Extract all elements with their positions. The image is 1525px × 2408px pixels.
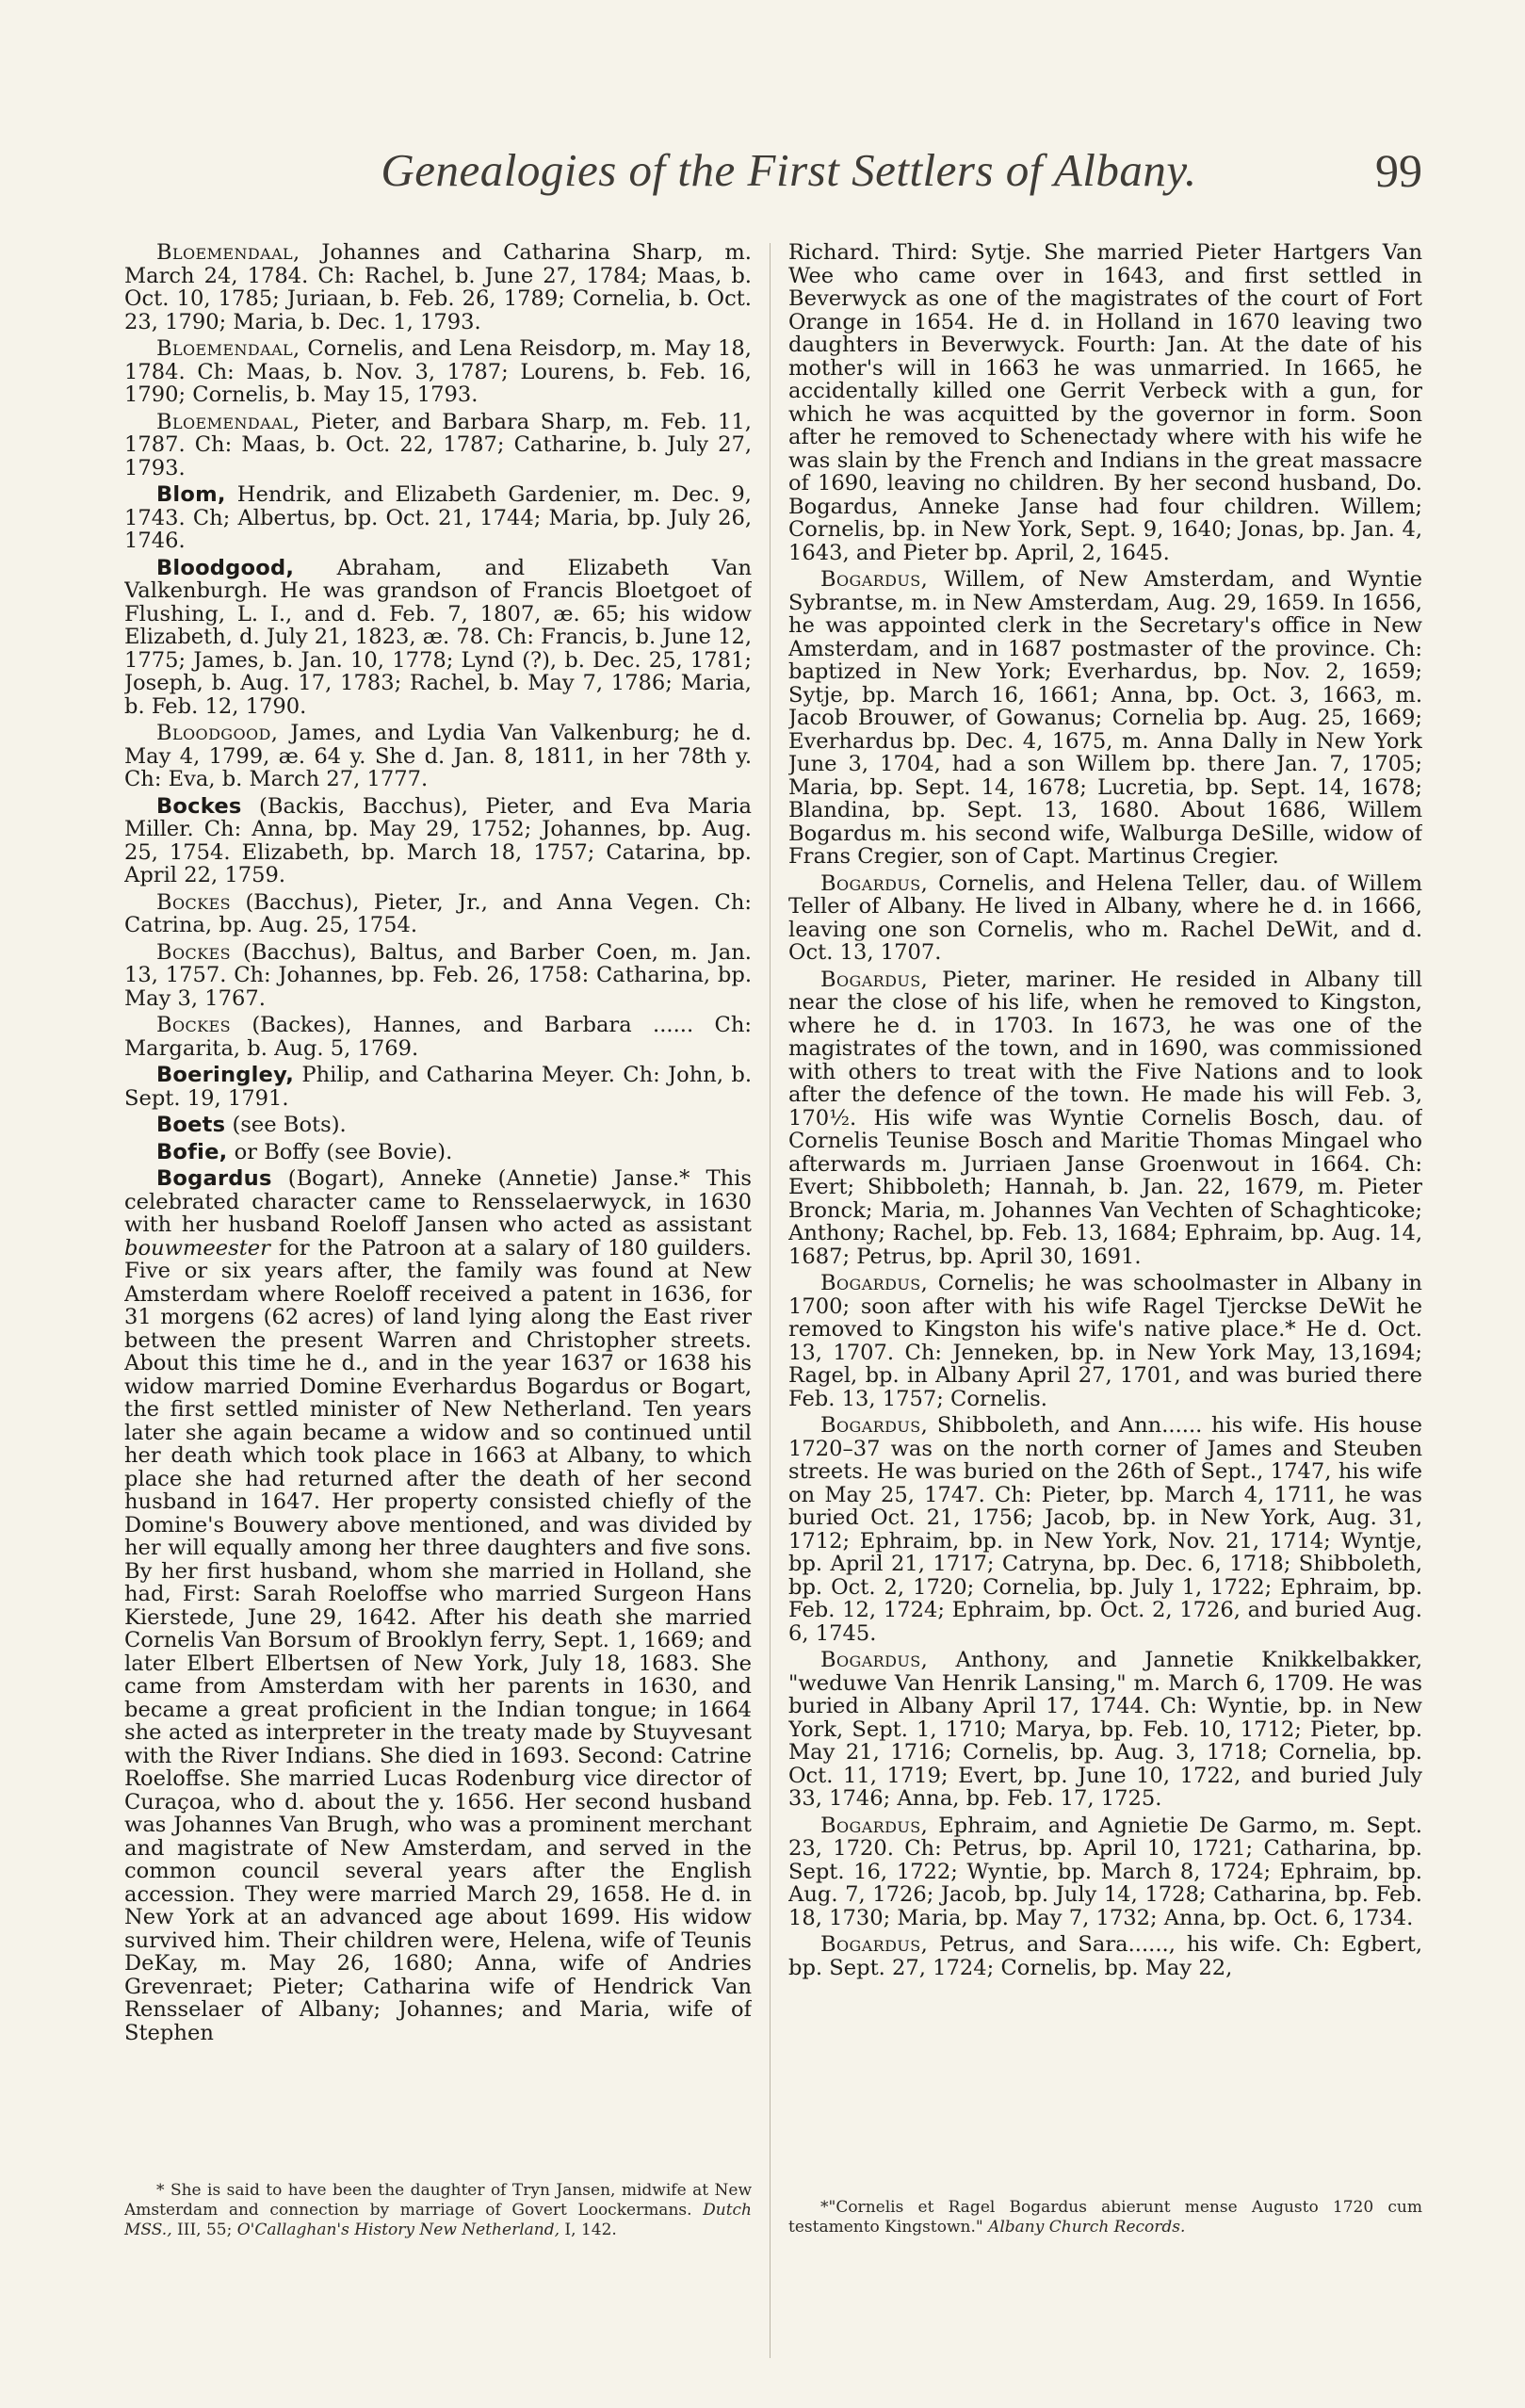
left-footnote xyxy=(124,2181,752,2240)
entry-text: Ephraim, and Agnietie De Garmo, m. Sept. 23, 1720. Ch: Petrus, bp. April 10, 1721; Catharina, bp. Sept. 16, 1722; Wyntie, bp. March 8, 1724; Ephraim, bp. Aug. 7, 1726; Jacob, bp. July 14, 1728; Catharina, bp. Feb. 18, 1730; Maria, bp. May 7, 1732; Anna, bp. Oct. 6, 1734. xyxy=(788,1813,1422,1930)
genealogy-entry xyxy=(788,1414,1422,1645)
entry-surname: Bloodgood, xyxy=(156,555,295,580)
genealogy-entry xyxy=(124,941,752,1011)
genealogy-entry xyxy=(124,795,752,887)
page-header xyxy=(155,141,1422,207)
entry-surname: Bogardus, xyxy=(820,1813,929,1838)
column-divider xyxy=(770,243,771,2358)
entry-text: or Boffy (see Bovie). xyxy=(227,1139,453,1164)
entry-text: Cornelis, and Helena Teller, dau. of Willem Teller of Albany. He lived in Albany, where he d. in 1666, leaving one son Cornelis, who m. Rachel DeWit, and d. Oct. 13, 1707. xyxy=(788,870,1422,965)
entry-surname: Bogardus, xyxy=(820,967,929,992)
entry-surname: Bloemendaal, xyxy=(156,241,300,265)
page-number: 99 xyxy=(1375,144,1422,197)
entry-text: (Bogart), Anneke (Annetie) Janse.* This celebrated character came to Rensselaerwyck, in 1630 with her husband Roeloff Jansen who acted as assistant xyxy=(124,1166,752,1237)
entry-text: Anthony, and Jannetie Knikkelbakker, "weduwe Van Henrik Lansing," m. March 6, 1709. He was buried in Albany April 17, 1744. Ch: Wyntie, bp. in New York, Sept. 1, 1710; Marya, bp. Feb. 10, 1712; Pieter, bp. May 21, 1716; Cornelis, bp. Aug. 3, 1718; Cornelia, bp. Oct. 11, 1719; Evert, bp. June 10, 1722, and buried July 33, 1746; Anna, bp. Feb. 17, 1725. xyxy=(788,1648,1422,1811)
entry-text: Pieter, and Barbara Sharp, m. Feb. 11, 1787. Ch: Maas, b. Oct. 22, 1787; Catharine, b. July 27, 1793. xyxy=(124,409,752,480)
genealogy-entry xyxy=(124,1141,752,1164)
entry-surname: Boeringley, xyxy=(156,1063,295,1087)
entry-surname: Bogardus, xyxy=(820,1413,929,1438)
entry-surname: Bloodgood, xyxy=(156,721,279,745)
entry-text: Hendrik, and Elizabeth Gardenier, m. Dec. 9, 1743. Ch; Albertus, bp. Oct. 21, 1744; Maria, bp. July 26, 1746. xyxy=(124,482,752,553)
entry-text: James, and Lydia Van Valkenburg; he d. May 4, 1799, æ. 64 y. She d. Jan. 8, 1811, in her 78th y. Ch: Eva, b. March 27, 1777. xyxy=(124,721,752,791)
entry-surname: Bogardus, xyxy=(820,1932,929,1957)
entry-text: (see Bots). xyxy=(225,1113,347,1137)
entry-surname: Bockes xyxy=(156,889,231,915)
genealogy-entry xyxy=(124,411,752,480)
entry-surname: Bogardus, xyxy=(820,1648,929,1672)
entry-surname: Bockes xyxy=(156,793,242,819)
genealogy-entry xyxy=(788,1933,1422,1979)
entry-text: (Bacchus), Pieter, Jr., and Anna Vegen. Ch: Catrina, bp. Aug. 25, 1754. xyxy=(124,889,752,937)
genealogy-entry xyxy=(788,241,1422,564)
entry-text: Abraham, and Elizabeth Van Valkenburgh. He was grandson of Francis Bloetgoet of Flushing, L. I., and d. Feb. 7, 1807, æ. 65; his widow Elizabeth, d. July 21, 1823, æ. 78. Ch: Francis, b. June 12, 1775; James, b. Jan. 10, 1778; Lynd (?), b. Dec. 25, 1781; Joseph, b. Aug. 17, 1783; Rachel, b. May 7, 1786; Maria, b. Feb. 12, 1790. xyxy=(124,555,752,719)
entry-text: Cornelis; he was schoolmaster in Albany in 1700; soon after with his wife Ragel Tjerckse DeWit he removed to Kingston his wife's native place.* He d. Oct. 13, 1707. Ch: Jenneken, bp. in New York May, 13,1694; Ragel, bp. in Albany April 27, 1701, and was buried there Feb. 13, 1757; Cornelis. xyxy=(788,1271,1422,1411)
footnote-text: * She is said to have been the daughter of Tryn Jansen, midwife at New Amsterdam and connection by marriage of Govert Loockermans. Dutch MSS., III, 55; O'Callaghan's History New Netherland, I, 142. xyxy=(124,2181,752,2239)
entry-text: Philip, and Catharina Meyer. Ch: John, b. Sept. 19, 1791. xyxy=(124,1063,752,1111)
genealogy-entry xyxy=(124,241,752,334)
entry-surname: Blom, xyxy=(156,482,226,507)
entry-surname: Bockes xyxy=(156,939,231,965)
entry-text: Shibboleth, and Ann...... his wife. His house 1720–37 was on the north corner of James and Steuben streets. He was buried on the 26th of Sept., 1747, his wife on May 25, 1747. Ch: Pieter, bp. March 4, 1711, he was buried Oct. 21, 1756; Jacob, bp. in New York, Aug. 31, 1712; Ephraim, bp. in New York, Nov. 21, 1714; Wyntje, bp. April 21, 1717; Catryna, bp. Dec. 6, 1718; Shibboleth, bp. Oct. 2, 1720; Cornelia, bp. July 1, 1722; Ephraim, bp. Feb. 12, 1724; Ephraim, bp. Oct. 2, 1726, and buried Aug. 6, 1745. xyxy=(788,1413,1422,1646)
entry-text: Willem, of New Amsterdam, and Wyntie Sybrantse, m. in New Amsterdam, Aug. 29, 1659. In 1656, he was appointed clerk in the Secretary's office in New Amsterdam, and in 1687 postmaster of the province. Ch: baptized in New York; Everhardus, bp. Nov. 2, 1659; Sytje, bp. March 16, 1661; Anna, bp. Oct. 3, 1663, m. Jacob Brouwer, of Gowanus; Cornelia bp. Aug. 25, 1669; Everhardus bp. Dec. 4, 1675, m. Anna Dally in New York June 3, 1704, had a son Willem bp. there Jan. 7, 1705; Maria, bp. Sept. 14, 1678; Lucretia, bp. Sept. 14, 1678; Blandina, bp. Sept. 13, 1680. About 1686, Willem Bogardus m. his second wife, Walburga DeSille, widow of Frans Cregier, son of Capt. Martinus Cregier. xyxy=(788,567,1422,869)
entry-surname: Bogardus, xyxy=(820,870,929,896)
right-column xyxy=(788,241,1422,2172)
running-title: Genealogies of the First Settlers of Albany. xyxy=(381,144,1197,196)
genealogy-entry xyxy=(124,891,752,937)
entry-surname: Bogardus, xyxy=(820,567,929,592)
genealogy-entry xyxy=(124,1064,752,1110)
genealogy-entry xyxy=(788,1649,1422,1811)
right-footnote xyxy=(788,2198,1422,2237)
entry-surname: Bofie, xyxy=(156,1139,228,1164)
entry-text: (Bacchus), Baltus, and Barber Coen, m. Jan. 13, 1757. Ch: Johannes, bp. Feb. 26, 1758: Catharina, bp. May 3, 1767. xyxy=(124,939,752,1011)
genealogy-entry xyxy=(788,568,1422,869)
genealogy-entry xyxy=(124,1014,752,1060)
entry-surname: Bloemendaal, xyxy=(156,336,300,361)
entry-surname: Bogardus, xyxy=(820,1271,929,1295)
entry-surname: Bockes xyxy=(156,1013,231,1037)
entry-text: Johannes and Catharina Sharp, m. March 24, 1784. Ch: Rachel, b. June 27, 1784; Maas, b. Oct. 10, 1785; Juriaan, b. Feb. 26, 1789; Cornelia, b. Oct. 23, 1790; Maria, b. Dec. 1, 1793. xyxy=(124,241,752,334)
entry-surname: Bogardus xyxy=(156,1166,272,1191)
entry-text: Richard. Third: Sytje. She married Pieter Hartgers Van Wee who came over in 1643, and first settled in Beverwyck as one of the magistrates of the court of Fort Orange in 1654. He d. in Holland in 1670 leaving two daughters in Beverwyck. Fourth: Jan. At the date of his mother's will in 1663 he was unmarried. In 1665, he accidentally killed one Gerrit Verbeck with a gun, for which he was acquitted by the governor in form. Soon after he removed to Schenectady where with his wife he was slain by the French and Indians in the great massacre of 1690, leaving no children. By her second husband, Do. Bogardus, Anneke Janse had four children. Willem; Cornelis, bp. in New York, Sept. 9, 1640; Jonas, bp. Jan. 4, 1643, and Pieter bp. April, 2, 1645. xyxy=(788,241,1422,565)
genealogy-entry xyxy=(124,337,752,407)
genealogy-entry xyxy=(124,1167,752,2044)
entry-surname: Boets xyxy=(156,1113,226,1137)
entry-text: Cornelis, and Lena Reisdorp, m. May 18, 1784. Ch: Maas, b. Nov. 3, 1787; Lourens, b. Feb. 16, 1790; Cornelis, b. May 15, 1793. xyxy=(124,336,752,407)
genealogy-entry xyxy=(124,1114,752,1137)
genealogy-entry xyxy=(788,968,1422,1269)
genealogy-entry xyxy=(124,483,752,553)
entry-italic-term: bouwmeester xyxy=(124,1235,270,1261)
genealogy-entry xyxy=(788,872,1422,965)
genealogy-entry xyxy=(788,1814,1422,1930)
entry-text: Pieter, mariner. He resided in Albany till near the close of his life, when he removed to Kingston, where he d. in 1703. In 1673, he was one of the magistrates of the town, and in 1690, was commissioned with others to treat with the Five Nations and to look after the defence of the town. He made his will Feb. 3, 170½. His wife was Wyntie Cornelis Bosch, dau. of Cornelis Teunise Bosch and Maritie Thomas Mingael who afterwards m. Jurriaen Janse Groenwout in 1664. Ch: Evert; Shibboleth; Hannah, b. Jan. 22, 1679, m. Pieter Bronck; Maria, m. Johannes Van Vechten of Schaghticoke; Anthony; Rachel, bp. Feb. 13, 1684; Ephraim, bp. Aug. 14, 1687; Petrus, bp. April 30, 1691. xyxy=(788,967,1422,1269)
genealogy-entry xyxy=(788,1272,1422,1410)
entry-text: Petrus, and Sara......, his wife. Ch: Egbert, bp. Sept. 27, 1724; Cornelis, bp. May 22, xyxy=(788,1932,1422,1980)
entry-surname: Bloemendaal, xyxy=(156,409,300,434)
entry-text: (Backes), Hannes, and Barbara ...... Ch: Margarita, b. Aug. 5, 1769. xyxy=(124,1013,752,1061)
footnote-text: *"Cornelis et Ragel Bogardus abierunt mense Augusto 1720 cum testamento Kingstown." Albany Church Records. xyxy=(788,2198,1422,2237)
genealogy-entry xyxy=(124,722,752,791)
entry-text: for the Patroon at a salary of 180 guilders. Five or six years after, the family was found at New Amsterdam where Roeloff received a patent in 1636, for 31 morgens (62 acres) of land lying along the East river between the present Warren and Christopher streets. About this time he d., and in the year 1637 or 1638 his widow married Domine Everhardus Bogardus or Bogart, the first settled minister of New Netherland. Ten years later she again became a widow and so continued until her death which took place in 1663 at Albany, to which place she had returned after the death of her second husband in 1647. Her property consisted chiefly of the Domine's Bouwery above mentioned, and was divided by her will equally among her three daughters and five sons. By her first husband, whom she married in Holland, she had, First: Sarah Roeloffse who married Surgeon Hans Kierstede, June 29, 1642. After his death she married Cornelis Van Borsum of Brooklyn ferry, Sept. 1, 1669; and later Elbert Elbertsen of New York, July 18, 1683. She came from Amsterdam with her parents in 1630, and became a great proficient in the Indian tongue; in 1664 she acted as interpreter in the treaty made by Stuyvesant with the River Indians. She died in 1693. Second: Catrine Roeloffse. She married Lucas Rodenburg vice director of Curaçoa, who d. about the y. 1656. Her second husband was Johannes Van Brugh, who was a prominent merchant and magistrate of New Amsterdam, and served in the common council several years after the English accession. They were married March 29, 1658. He d. in New York at an advanced age about 1699. His widow survived him. Their children were, Helena, wife of Teunis DeKay, m. May 26, 1680; Anna, wife of Andries Grevenraet; Pieter; Catharina wife of Hendrick Van Rensselaer of Albany; Johannes; and Maria, wife of Stephen xyxy=(124,1235,752,2045)
genealogy-entry xyxy=(124,557,752,719)
left-column xyxy=(124,241,752,2172)
entry-text: (Backis, Bacchus), Pieter, and Eva Maria Miller. Ch: Anna, bp. May 29, 1752; Johannes, bp. Aug. 25, 1754. Elizabeth, bp. March 18, 1757; Catarina, bp. April 22, 1759. xyxy=(124,793,752,887)
